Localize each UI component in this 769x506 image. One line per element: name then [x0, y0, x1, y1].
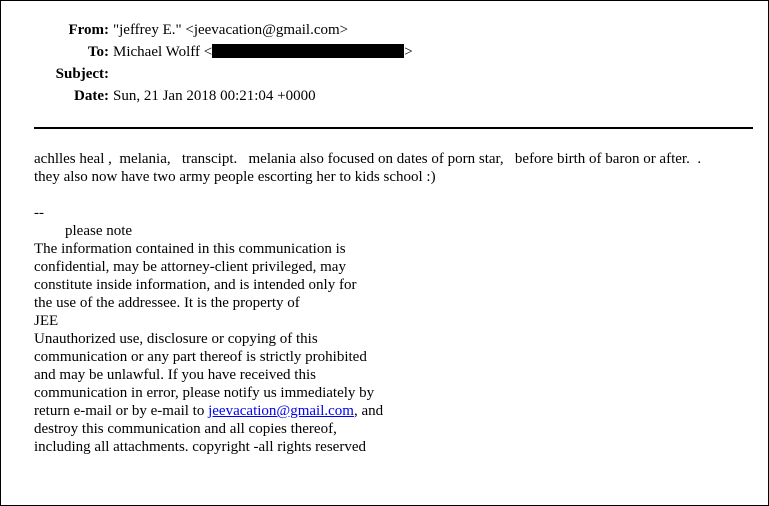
disclaimer-line: destroy this communication and all copies thereof,	[34, 421, 337, 437]
disclaimer-line: confidential, may be attorney-client privileged, may	[34, 259, 346, 275]
subject-row	[1, 65, 109, 83]
message-body	[34, 150, 764, 456]
date-value-row	[113, 87, 316, 105]
disclaimer-line: The information contained in this communication is	[34, 241, 346, 257]
header-divider	[34, 127, 753, 129]
disclaimer-line: JEE	[34, 313, 59, 329]
to-name: Michael Wolff <	[113, 44, 213, 60]
to-close: >	[404, 44, 413, 60]
message-line: achlles heal , melania, transcipt. melania also focused on dates of porn star, before birth of baron or after. .	[34, 151, 702, 167]
to-value-row	[113, 43, 413, 61]
message-line: they also now have two army people escorting her to kids school :)	[34, 169, 436, 185]
disclaimer-line: constitute inside information, and is intended only for	[34, 277, 357, 293]
disclaimer-line: the use of the addressee. It is the property of	[34, 295, 300, 311]
from-label: From:	[68, 22, 109, 38]
return-suffix: , and	[353, 403, 384, 419]
from-row	[1, 21, 109, 39]
from-value: "jeffrey E." <jeevacation@gmail.com>	[113, 22, 349, 38]
from-value-row	[113, 21, 348, 39]
to-row	[1, 43, 109, 61]
signature-separator: --	[34, 205, 44, 221]
return-prefix: return e-mail or by e-mail to	[34, 403, 209, 419]
date-value: Sun, 21 Jan 2018 00:21:04 +0000	[113, 88, 316, 104]
subject-label: Subject:	[55, 66, 109, 82]
date-row	[1, 87, 109, 105]
disclaimer-line: communication in error, please notify us immediately by	[34, 385, 375, 401]
disclaimer-line: Unauthorized use, disclosure or copying of this	[34, 331, 318, 347]
email-link[interactable]: jeevacation@gmail.com	[208, 403, 354, 419]
disclaimer-line-with-link	[34, 402, 764, 420]
date-label: Date:	[74, 88, 109, 104]
to-label: To:	[87, 44, 109, 60]
blank-line	[34, 186, 764, 204]
redaction-bar	[212, 44, 404, 58]
disclaimer-line: communication or any part thereof is strictly prohibited	[34, 349, 367, 365]
disclaimer-line: including all attachments. copyright -all rights reserved	[34, 439, 366, 455]
disclaimer-line: and may be unlawful. If you have received this	[34, 367, 316, 383]
signature-note: please note	[65, 223, 133, 239]
